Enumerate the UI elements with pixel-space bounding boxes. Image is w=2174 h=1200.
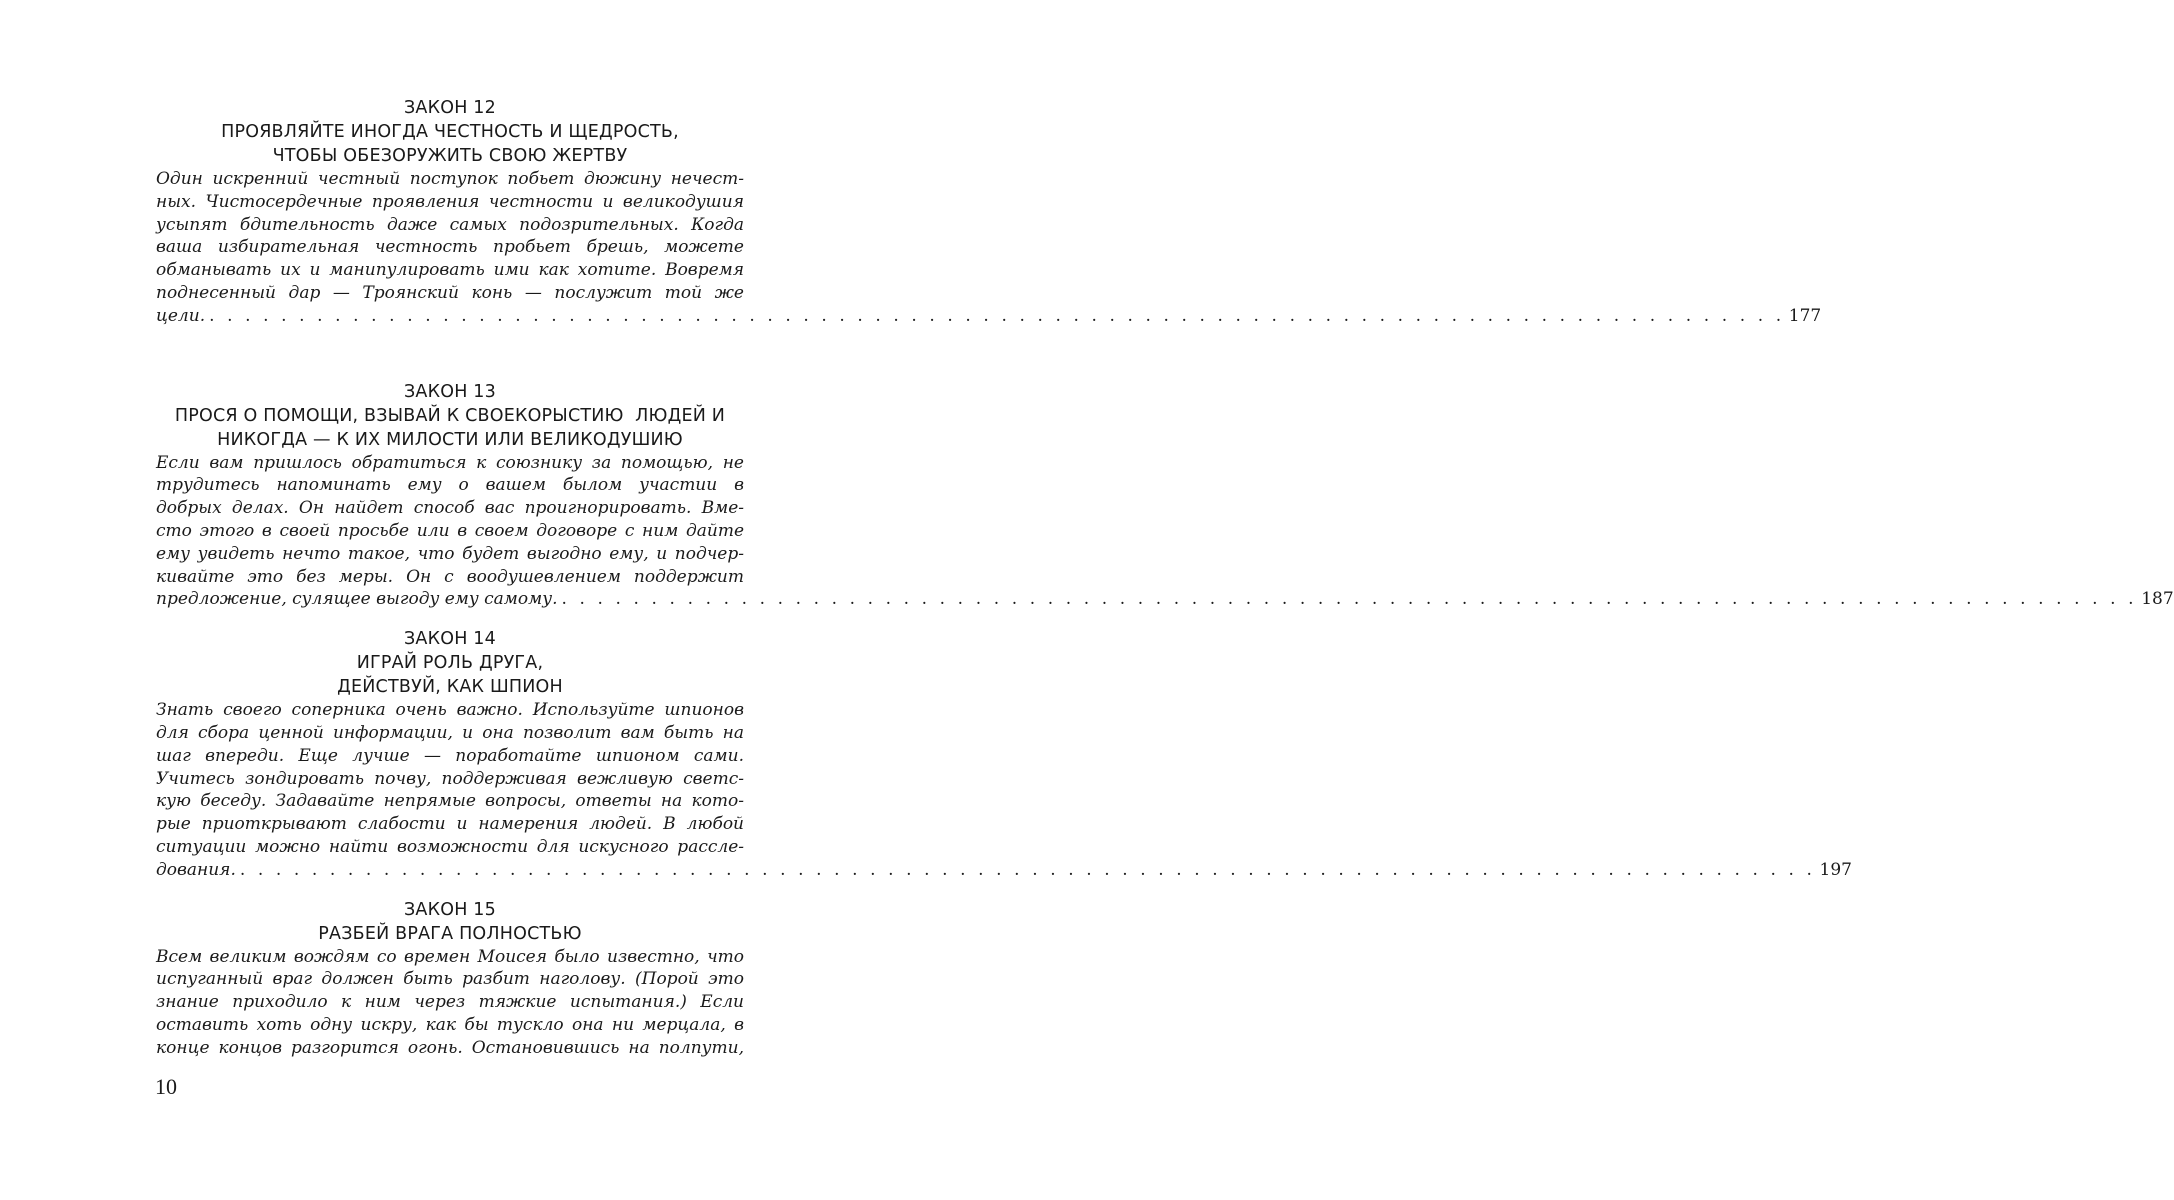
law-title-line: НИКОГДА — К ИХ МИЛОСТИ ИЛИ ВЕЛИКОДУШИЮ	[217, 429, 683, 450]
summary-line: ных. Чистосердечные проявления честности и великодушия	[156, 191, 744, 212]
law-number: ЗАКОН 13	[404, 381, 496, 402]
law-summary	[156, 946, 744, 1060]
summary-line: Учитесь зондировать почву, поддерживая вежливую светс-	[156, 768, 744, 789]
summary-line: цели.	[156, 305, 206, 326]
summary-line: знание приходило к ним через тяжкие испытания.) Если	[156, 992, 744, 1013]
summary-last-line	[156, 588, 2174, 611]
summary-line: для сбора ценной информации, и она позволит вам быть на	[156, 722, 744, 743]
summary-line: кивайте это без меры. Он с воодушевлением поддержит	[156, 566, 744, 587]
law-title-line: ИГРАЙ РОЛЬ ДРУГА,	[356, 653, 544, 674]
law-title-line: РАЗБЕЙ ВРАГА ПОЛНОСТЬЮ	[318, 923, 582, 944]
summary-last-line	[156, 859, 1852, 882]
summary-line: дования.	[156, 859, 236, 880]
law-summary	[156, 699, 1852, 881]
summary-line: рые приоткрывают слабости и намерения людей. В любой	[156, 814, 744, 835]
summary-line: Если вам пришлось обратиться к союзнику за помощью, не	[156, 452, 744, 473]
page-number: 10	[155, 1074, 177, 1099]
law-13-entry	[156, 380, 2174, 612]
dot-leader: . . . . . . . . . . . . . . . . . . . . . . . . . . . . . . . . . . . . . . . . . . . . . . . . . . . . . . . . . . . . . . . . . . . . . . . . . . . . . . . . . . . . . . . .	[209, 305, 1785, 326]
summary-line: предложение, сулящее выгоду ему самому.	[156, 589, 558, 610]
summary-line: Знать своего соперника очень важно. Используйте шпионов	[156, 700, 744, 721]
summary-line: обманывать их и манипулировать ими как хотите. Вовремя	[156, 260, 744, 281]
summary-line: ему увидеть нечто такое, что будет выгодно ему, и подчер-	[156, 543, 744, 564]
page-reference[interactable]: 197	[1819, 859, 1852, 880]
law-number: ЗАКОН 14	[404, 629, 496, 650]
law-title-line: ПРОСЯ О ПОМОЩИ, ВЗЫВАЙ К СВОЕКОРЫСТИЮ ЛЮДЕЙ И	[174, 405, 726, 426]
summary-line: ситуации можно найти возможности для искусного рассле-	[156, 836, 744, 857]
summary-line: поднесенный дар — Троянский конь — послужит той же	[156, 282, 744, 303]
law-summary	[156, 168, 1822, 328]
law-title-line: ПРОЯВЛЯЙТЕ ИНОГДА ЧЕСТНОСТЬ И ЩЕДРОСТЬ,	[221, 122, 679, 142]
law-12-entry	[156, 96, 1822, 328]
summary-line: кую беседу. Задавайте непрямые вопросы, ответы на кото-	[156, 791, 744, 812]
summary-line: испуганный враг должен быть разбит наголову. (Порой это	[156, 969, 744, 990]
summary-last-line	[156, 305, 1822, 328]
summary-line: конце концов разгорится огонь. Остановившись на полпути,	[156, 1037, 744, 1058]
summary-line: Всем великим вождям со времен Моисея было известно, что	[156, 946, 744, 967]
dot-leader: . . . . . . . . . . . . . . . . . . . . . . . . . . . . . . . . . . . . . . . . . . . . . . . . . . . . . . . . . . . . . . . . . . . . . . . . . . . . . . . . . . . . . . . .	[239, 859, 1816, 880]
page-reference[interactable]: 177	[1788, 305, 1822, 326]
law-15-entry	[156, 898, 744, 1060]
dot-leader: . . . . . . . . . . . . . . . . . . . . . . . . . . . . . . . . . . . . . . . . . . . . . . . . . . . . . . . . . . . . . . . . . . . . . . . . . . . . . . . . . . . . . . . .	[561, 589, 2138, 610]
law-title-line: ДЕЙСТВУЙ, КАК ШПИОН	[337, 677, 563, 698]
summary-line: ваша избирательная честность пробьет брешь, можете	[156, 237, 744, 258]
summary-line: трудитесь напоминать ему о вашем былом участии в	[156, 475, 744, 496]
summary-line: шаг впереди. Еще лучше — поработайте шпионом сами.	[156, 745, 744, 766]
summary-line: сто этого в своей просьбе или в своем договоре с ним дайте	[156, 520, 744, 541]
summary-line: Один искренний честный поступок побьет дюжину нечест-	[156, 169, 744, 189]
law-summary	[156, 452, 2174, 612]
page-reference[interactable]: 187	[2141, 589, 2174, 610]
law-14-entry	[156, 627, 1852, 881]
law-number: ЗАКОН 12	[404, 98, 496, 118]
law-title-line: ЧТОБЫ ОБЕЗОРУЖИТЬ СВОЮ ЖЕРТВУ	[272, 146, 628, 166]
summary-line: усыпят бдительность даже самых подозрительных. Когда	[156, 214, 744, 235]
law-number: ЗАКОН 15	[404, 899, 496, 920]
summary-line: добрых делах. Он найдет способ вас проигнорировать. Вме-	[156, 498, 744, 519]
summary-line: оставить хоть одну искру, как бы тускло она ни мерцала, в	[156, 1014, 744, 1035]
page-content	[156, 96, 2174, 1060]
